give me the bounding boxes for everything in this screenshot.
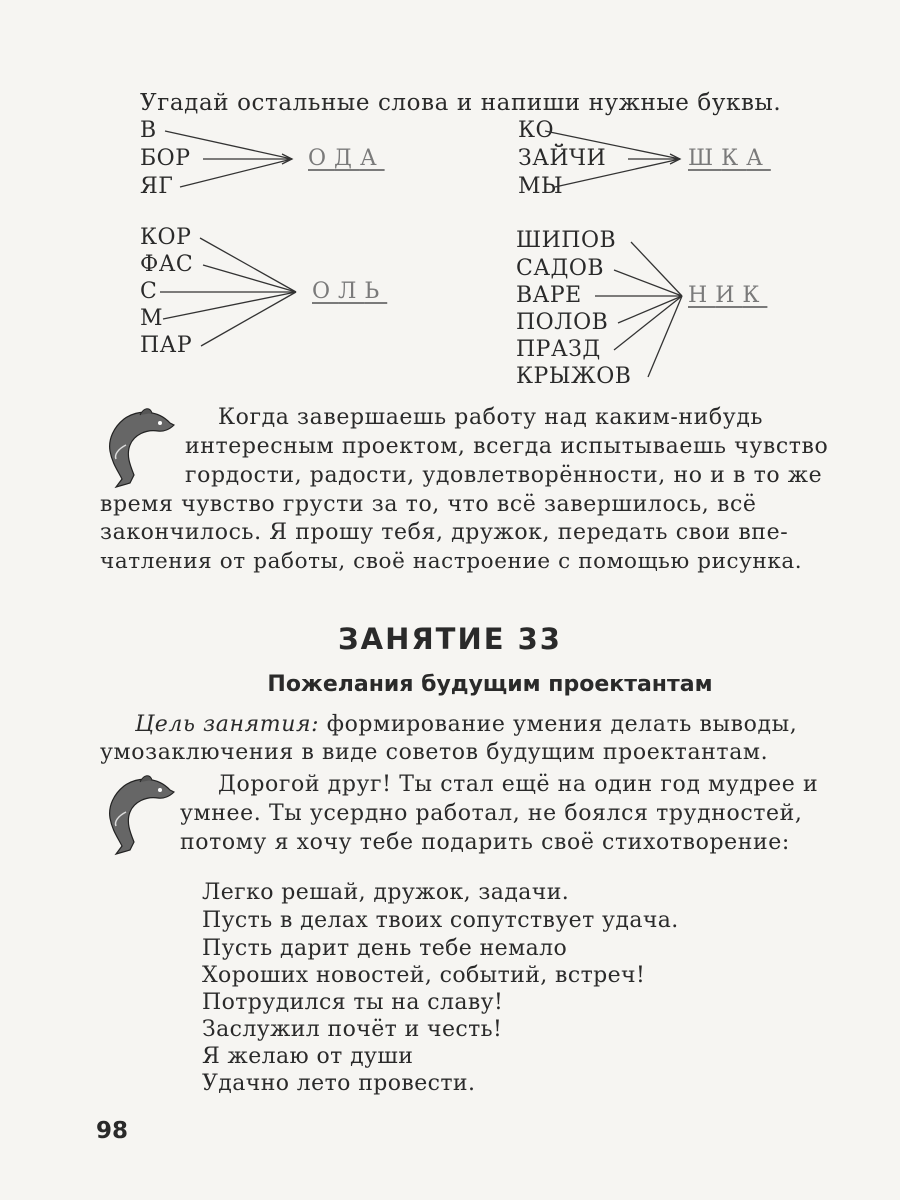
answer-letter: Н xyxy=(688,283,716,308)
poem-line: Заслужил почёт и честь! xyxy=(202,1017,503,1042)
poem-line: Пусть дарит день тебе немало xyxy=(202,936,568,961)
answer-letter: К xyxy=(721,146,747,171)
poem-line: Хороших новостей, событий, встреч! xyxy=(202,963,646,988)
lesson-subtitle: Пожелания будущим проектантам xyxy=(267,672,713,697)
word-stem: ФАС xyxy=(140,252,194,277)
word-stem: ВАРЕ xyxy=(516,283,582,308)
word-stem: МЫ xyxy=(518,174,564,199)
lesson-title: ЗАНЯТИЕ 33 xyxy=(338,622,562,656)
lesson-goal-cont: умозаключения в виде советов будущим проектантам. xyxy=(100,740,769,765)
word-stem: КО xyxy=(518,118,555,143)
word-stem: ПОЛОВ xyxy=(516,310,609,335)
lesson-goal xyxy=(135,712,797,737)
word-stem: В xyxy=(140,118,157,143)
word-stem: ЯГ xyxy=(140,174,174,199)
intro-line: потому я хочу тебе подарить своё стихотворение: xyxy=(180,830,790,855)
word-stem: ПАР xyxy=(140,333,193,358)
poem-line: Потрудился ты на славу! xyxy=(202,990,504,1015)
word-stem: М xyxy=(140,306,164,331)
dolphin-icon xyxy=(100,405,180,490)
note-line: Когда завершаешь работу над каким-нибудь xyxy=(218,405,764,430)
poem-line: Удачно лето провести. xyxy=(202,1071,476,1096)
answer-letter: И xyxy=(715,283,743,308)
answer-letter: А xyxy=(746,146,771,171)
answer-letter: О xyxy=(312,279,339,304)
answer-letter: Л xyxy=(338,279,365,304)
note-line: гордости, радости, удовлетворённости, но и в то же xyxy=(185,463,823,488)
word-stem: КРЫЖОВ xyxy=(516,364,632,389)
note-line: интересным проектом, всегда испытываешь чувство xyxy=(185,434,829,459)
exercise-instruction: Угадай остальные слова и напиши нужные буквы. xyxy=(140,90,782,116)
word-stem: БОР xyxy=(140,146,191,171)
word-stem: ПРАЗД xyxy=(516,337,601,362)
connector-lines xyxy=(0,0,900,420)
word-stem: С xyxy=(140,279,158,304)
word-stem: ШИПОВ xyxy=(516,228,617,253)
word-stem: КОР xyxy=(140,225,192,250)
answer-letter: Ь xyxy=(364,279,388,304)
answer-letter: Ш xyxy=(688,146,722,171)
word-stem: ЗАЙЧИ xyxy=(518,146,607,171)
page-number: 98 xyxy=(96,1118,129,1144)
answer-letter: О xyxy=(308,146,335,171)
answer-letter: К xyxy=(742,283,768,308)
word-stem: САДОВ xyxy=(516,256,605,281)
goal-label: Цель занятия: xyxy=(135,712,320,737)
answer-letter: А xyxy=(359,146,385,171)
note-line: чатления от работы, своё настроение с помощью рисунка. xyxy=(100,549,803,574)
intro-line: умнее. Ты усердно работал, не боялся трудностей, xyxy=(180,801,803,826)
dolphin-icon xyxy=(100,772,180,857)
goal-text: формирование умения делать выводы, xyxy=(319,712,798,737)
note-line: закончилось. Я прошу тебя, дружок, передать свои впе- xyxy=(100,520,789,545)
intro-line: Дорогой друг! Ты стал ещё на один год мудрее и xyxy=(218,772,819,797)
poem-line: Легко решай, дружок, задачи. xyxy=(202,880,570,905)
note-line: время чувство грусти за то, что всё завершилось, всё xyxy=(100,492,757,517)
answer-letter: Д xyxy=(334,146,360,171)
poem-line: Пусть в делах твоих сопутствует удача. xyxy=(202,908,679,933)
poem-line: Я желаю от души xyxy=(202,1044,414,1069)
